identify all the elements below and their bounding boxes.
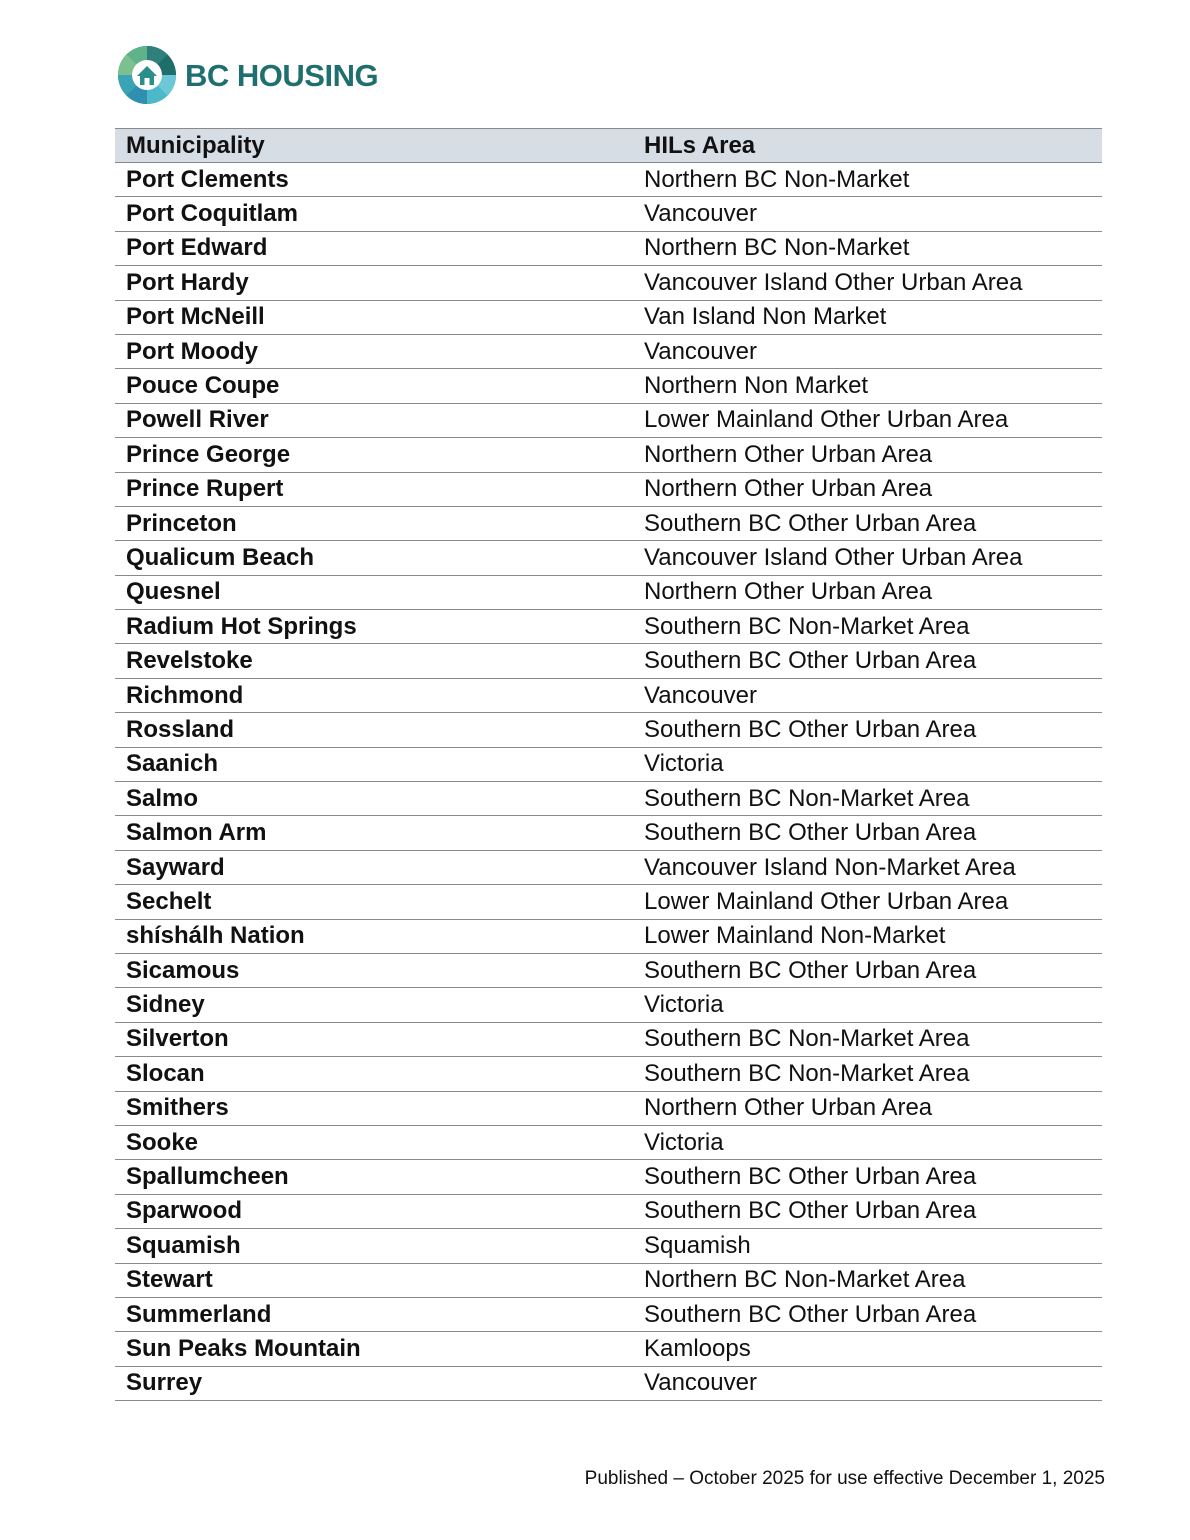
hils-area-cell: Northern BC Non-Market Area xyxy=(630,1263,1102,1297)
table-row xyxy=(115,747,1102,781)
hils-area-cell: Southern BC Non-Market Area xyxy=(630,782,1102,816)
municipality-cell: Surrey xyxy=(115,1366,630,1400)
municipality-cell: Sechelt xyxy=(115,885,630,919)
municipality-cell: Smithers xyxy=(115,1091,630,1125)
table-row xyxy=(115,644,1102,678)
table-row xyxy=(115,506,1102,540)
hils-area-cell: Vancouver xyxy=(630,1366,1102,1400)
hils-area-cell: Van Island Non Market xyxy=(630,300,1102,334)
table-row xyxy=(115,403,1102,437)
municipality-cell: Prince George xyxy=(115,438,630,472)
table-row xyxy=(115,575,1102,609)
municipality-cell: Pouce Coupe xyxy=(115,369,630,403)
municipality-cell: Prince Rupert xyxy=(115,472,630,506)
table-row xyxy=(115,1022,1102,1056)
hils-area-cell: Southern BC Non-Market Area xyxy=(630,610,1102,644)
table-row xyxy=(115,1229,1102,1263)
table-row xyxy=(115,369,1102,403)
table-row xyxy=(115,1125,1102,1159)
hils-area-cell: Lower Mainland Non-Market xyxy=(630,919,1102,953)
table-row xyxy=(115,1366,1102,1400)
table-row xyxy=(115,541,1102,575)
municipality-cell: Powell River xyxy=(115,403,630,437)
table-row xyxy=(115,334,1102,368)
municipality-cell: Sparwood xyxy=(115,1194,630,1228)
municipality-cell: Slocan xyxy=(115,1057,630,1091)
hils-area-cell: Northern BC Non-Market xyxy=(630,231,1102,265)
municipality-cell: Port Edward xyxy=(115,231,630,265)
municipality-cell: Quesnel xyxy=(115,575,630,609)
table-row xyxy=(115,850,1102,884)
table-row xyxy=(115,163,1102,197)
table-row xyxy=(115,1091,1102,1125)
hils-area-cell: Southern BC Non-Market Area xyxy=(630,1057,1102,1091)
table-header-row xyxy=(115,129,1102,163)
table-row xyxy=(115,1160,1102,1194)
table-row xyxy=(115,472,1102,506)
hils-area-cell: Lower Mainland Other Urban Area xyxy=(630,885,1102,919)
municipality-cell: Squamish xyxy=(115,1229,630,1263)
hils-area-cell: Southern BC Non-Market Area xyxy=(630,1022,1102,1056)
municipality-cell: Sicamous xyxy=(115,953,630,987)
table-row xyxy=(115,197,1102,231)
publication-note: Published – October 2025 for use effective December 1, 2025 xyxy=(584,1468,1105,1489)
column-header-municipality: Municipality xyxy=(115,129,630,163)
municipality-cell: Sun Peaks Mountain xyxy=(115,1332,630,1366)
municipality-cell: Sidney xyxy=(115,988,630,1022)
municipality-cell: Sooke xyxy=(115,1125,630,1159)
hils-area-cell: Vancouver Island Other Urban Area xyxy=(630,541,1102,575)
table-row xyxy=(115,610,1102,644)
municipality-cell: Radium Hot Springs xyxy=(115,610,630,644)
table-row xyxy=(115,300,1102,334)
municipality-cell: Port Clements xyxy=(115,163,630,197)
municipality-cell: Princeton xyxy=(115,506,630,540)
hils-area-cell: Vancouver xyxy=(630,334,1102,368)
table-row xyxy=(115,953,1102,987)
table-row xyxy=(115,678,1102,712)
hils-area-cell: Southern BC Other Urban Area xyxy=(630,1297,1102,1331)
hils-area-cell: Northern Other Urban Area xyxy=(630,472,1102,506)
table-body xyxy=(115,163,1102,1401)
municipality-cell: Revelstoke xyxy=(115,644,630,678)
hils-area-cell: Southern BC Other Urban Area xyxy=(630,816,1102,850)
table-row xyxy=(115,266,1102,300)
municipality-cell: Port Coquitlam xyxy=(115,197,630,231)
hils-area-cell: Southern BC Other Urban Area xyxy=(630,953,1102,987)
municipality-cell: Port Hardy xyxy=(115,266,630,300)
hils-area-cell: Squamish xyxy=(630,1229,1102,1263)
table-row xyxy=(115,1297,1102,1331)
hils-area-cell: Southern BC Other Urban Area xyxy=(630,506,1102,540)
municipality-cell: Port McNeill xyxy=(115,300,630,334)
hils-area-cell: Northern Non Market xyxy=(630,369,1102,403)
municipality-cell: Summerland xyxy=(115,1297,630,1331)
hils-area-cell: Northern BC Non-Market xyxy=(630,163,1102,197)
hils-area-cell: Lower Mainland Other Urban Area xyxy=(630,403,1102,437)
table-row xyxy=(115,1332,1102,1366)
municipality-cell: Salmo xyxy=(115,782,630,816)
table-row xyxy=(115,1263,1102,1297)
column-header-hils-area: HILs Area xyxy=(630,129,1102,163)
table-row xyxy=(115,1194,1102,1228)
hils-area-cell: Northern Other Urban Area xyxy=(630,575,1102,609)
table-row xyxy=(115,231,1102,265)
municipality-cell: Richmond xyxy=(115,678,630,712)
table-row xyxy=(115,1057,1102,1091)
hils-area-cell: Victoria xyxy=(630,1125,1102,1159)
table-row xyxy=(115,816,1102,850)
bc-housing-emblem-icon xyxy=(117,45,177,105)
bc-housing-logo xyxy=(117,45,378,105)
municipality-cell: Rossland xyxy=(115,713,630,747)
hils-area-cell: Vancouver Island Other Urban Area xyxy=(630,266,1102,300)
hils-area-cell: Vancouver xyxy=(630,197,1102,231)
table-row xyxy=(115,988,1102,1022)
municipality-cell: Spallumcheen xyxy=(115,1160,630,1194)
municipality-cell: Port Moody xyxy=(115,334,630,368)
hils-area-cell: Northern Other Urban Area xyxy=(630,1091,1102,1125)
municipality-cell: Qualicum Beach xyxy=(115,541,630,575)
hils-area-table xyxy=(115,128,1102,1401)
hils-area-cell: Southern BC Other Urban Area xyxy=(630,1194,1102,1228)
municipality-cell: Silverton xyxy=(115,1022,630,1056)
hils-area-cell: Kamloops xyxy=(630,1332,1102,1366)
hils-area-cell: Southern BC Other Urban Area xyxy=(630,1160,1102,1194)
municipality-cell: Sayward xyxy=(115,850,630,884)
municipality-cell: Salmon Arm xyxy=(115,816,630,850)
table-row xyxy=(115,713,1102,747)
hils-area-cell: Vancouver xyxy=(630,678,1102,712)
hils-area-cell: Victoria xyxy=(630,988,1102,1022)
municipality-cell: Saanich xyxy=(115,747,630,781)
table-row xyxy=(115,919,1102,953)
hils-area-cell: Southern BC Other Urban Area xyxy=(630,713,1102,747)
hils-area-cell: Southern BC Other Urban Area xyxy=(630,644,1102,678)
hils-area-cell: Vancouver Island Non-Market Area xyxy=(630,850,1102,884)
logo-text: BC HOUSING xyxy=(185,57,379,93)
hils-area-cell: Northern Other Urban Area xyxy=(630,438,1102,472)
table-row xyxy=(115,438,1102,472)
table-row xyxy=(115,885,1102,919)
table-row xyxy=(115,782,1102,816)
municipality-cell: shíshálh Nation xyxy=(115,919,630,953)
municipality-cell: Stewart xyxy=(115,1263,630,1297)
hils-area-cell: Victoria xyxy=(630,747,1102,781)
